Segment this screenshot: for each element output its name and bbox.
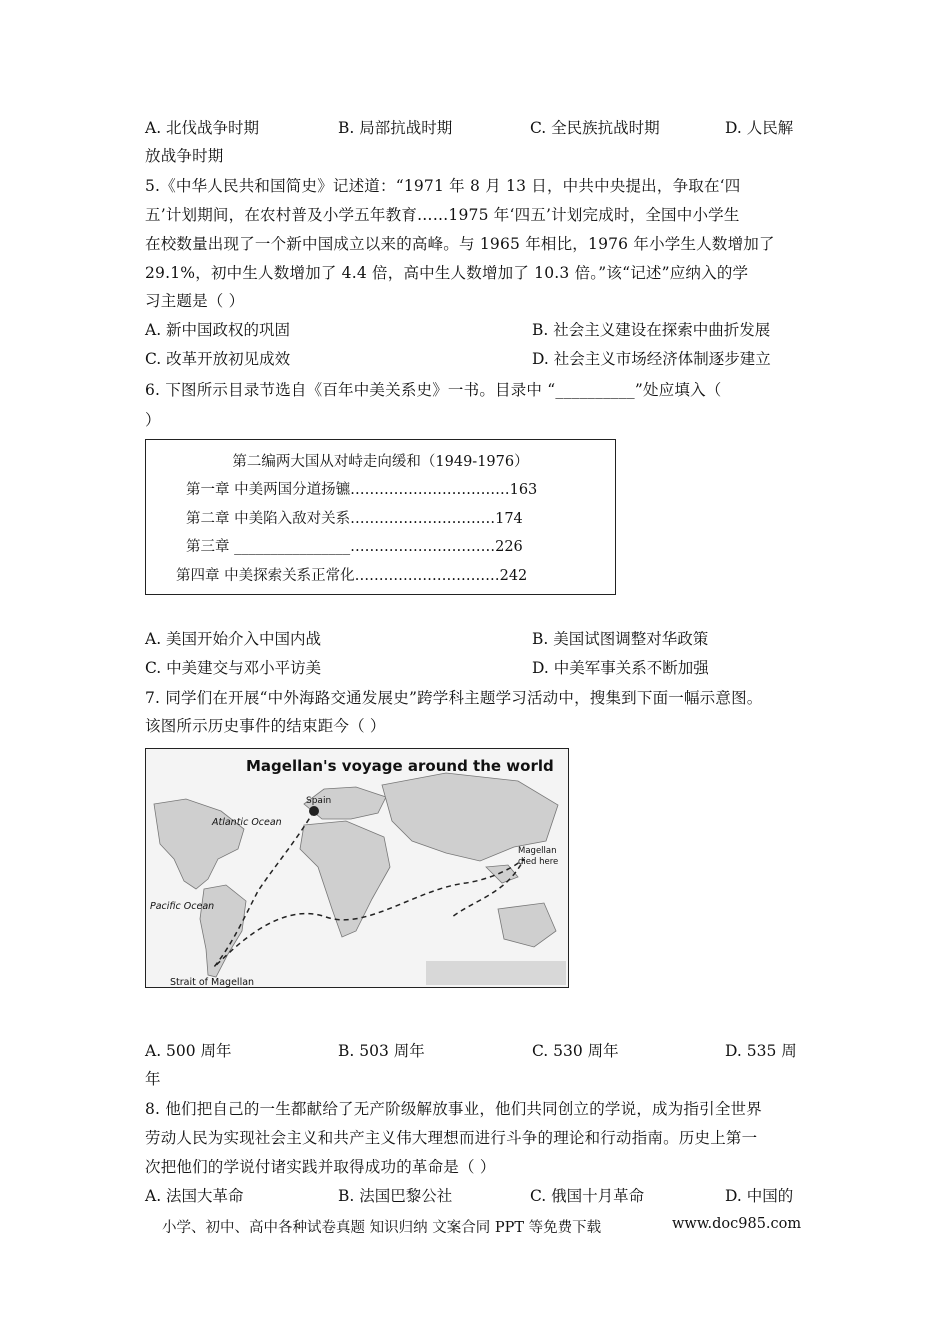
- q8-text-line: 次把他们的学说付诸实践并取得成功的革命是（ ）: [145, 1158, 496, 1176]
- q4-option-b: B. 局部抗战时期: [338, 119, 453, 137]
- spain-marker: [309, 806, 319, 816]
- q4-option-d: D. 人民解: [725, 119, 794, 137]
- magellan-label: Magellan: [518, 846, 557, 856]
- q7-option-d: D. 535 周: [725, 1042, 797, 1060]
- q6-option-d: D. 中美军事关系不断加强: [532, 659, 709, 677]
- q5-text-line: 5.《中华人民共和国简史》记述道：“1971 年 8 月 13 日，中共中央提出，争取在‘四: [145, 177, 741, 195]
- toc-row: 第四章 中美探索关系正常化…………………………242: [176, 568, 528, 584]
- table-of-contents-box: [145, 439, 616, 595]
- q8-option-d: D. 中国的: [725, 1187, 794, 1205]
- toc-row: 第二章 中美陷入敌对关系…………………………174: [186, 511, 523, 527]
- spain-label: Spain: [306, 796, 332, 806]
- toc-row: 第三章 ________________…………………………226: [186, 539, 523, 555]
- q7-option-c: C. 530 周年: [532, 1042, 619, 1060]
- q4-option-d-continued: 放战争时期: [145, 147, 224, 165]
- q5-option-d: D. 社会主义市场经济体制逐步建立: [532, 350, 771, 368]
- q8-text-line: 8. 他们把自己的一生都献给了无产阶级解放事业，他们共同创立的学说，成为指引全世界: [145, 1100, 762, 1118]
- q5-text-line: 在校数量出现了一个新中国成立以来的高峰。与 1965 年相比，1976 年小学生人数增加了: [145, 235, 775, 253]
- q8-option-b: B. 法国巴黎公社: [338, 1187, 453, 1205]
- toc-row: 第一章 中美两国分道扬镳……………………………163: [186, 482, 538, 498]
- q6-option-c: C. 中美建交与邓小平访美: [145, 659, 322, 677]
- q7-text-line: 该图所示历史事件的结束距今（ ）: [145, 717, 386, 735]
- q6-option-a: A. 美国开始介入中国内战: [145, 630, 322, 648]
- q7-option-d-continued: 年: [145, 1070, 161, 1088]
- q8-option-a: A. 法国大革命: [145, 1187, 244, 1205]
- grey-patch: [426, 961, 566, 985]
- q4-option-c: C. 全民族抗战时期: [530, 119, 660, 137]
- map-title: Magellan's voyage around the world: [246, 757, 554, 775]
- q5-option-a: A. 新中国政权的巩固: [145, 321, 291, 339]
- q6-option-b: B. 美国试图调整对华政策: [532, 630, 709, 648]
- q6-text-line: 6. 下图所示目录节选自《百年中美关系史》一书。目录中 “__________”处应填入（: [145, 381, 722, 399]
- magellan-voyage-map: [145, 748, 569, 988]
- strait-label: Strait of Magellan: [170, 977, 255, 988]
- australia-landmass: [498, 903, 556, 947]
- island-landmass: [486, 865, 518, 883]
- toc-title: 第二编两大国从对峙走向缓和（1949-1976）: [232, 454, 529, 470]
- q7-option-b: B. 503 周年: [338, 1042, 425, 1060]
- footer-url[interactable]: www.doc985.com: [672, 1216, 802, 1232]
- q5-text-line: 习主题是（ ）: [145, 292, 245, 310]
- q5-text-line: 29.1%，初中生人数增加了 4.4 倍，高中生人数增加了 10.3 倍。”该“记述”应纳入的学: [145, 264, 749, 282]
- q8-option-c: C. 俄国十月革命: [530, 1187, 645, 1205]
- south-america-landmass: [200, 885, 246, 977]
- died-here-label: died here: [518, 857, 559, 867]
- q8-text-line: 劳动人民为实现社会主义和共产主义伟大理想而进行斗争的理论和行动指南。历史上第一: [145, 1129, 758, 1147]
- q5-option-b: B. 社会主义建设在探索中曲折发展: [532, 321, 771, 339]
- atlantic-label: Atlantic Ocean: [212, 817, 282, 828]
- q4-option-a: A. 北伐战争时期: [145, 119, 260, 137]
- pacific-label: Pacific Ocean: [150, 901, 215, 912]
- q5-option-c: C. 改革开放初见成效: [145, 350, 291, 368]
- q6-text-line: ）: [145, 411, 161, 429]
- q7-text-line: 7. 同学们在开展“中外海路交通发展史”跨学科主题学习活动中，搜集到下面一幅示意图。: [145, 689, 763, 707]
- north-america-landmass: [154, 799, 244, 889]
- footer-text: 小学、初中、高中各种试卷真题 知识归纳 文案合同 PPT 等免费下载: [162, 1220, 602, 1236]
- q7-option-a: A. 500 周年: [145, 1042, 232, 1060]
- q5-text-line: 五’计划期间，在农村普及小学五年教育……1975 年‘四五’计划完成时，全国中小学生: [145, 206, 740, 224]
